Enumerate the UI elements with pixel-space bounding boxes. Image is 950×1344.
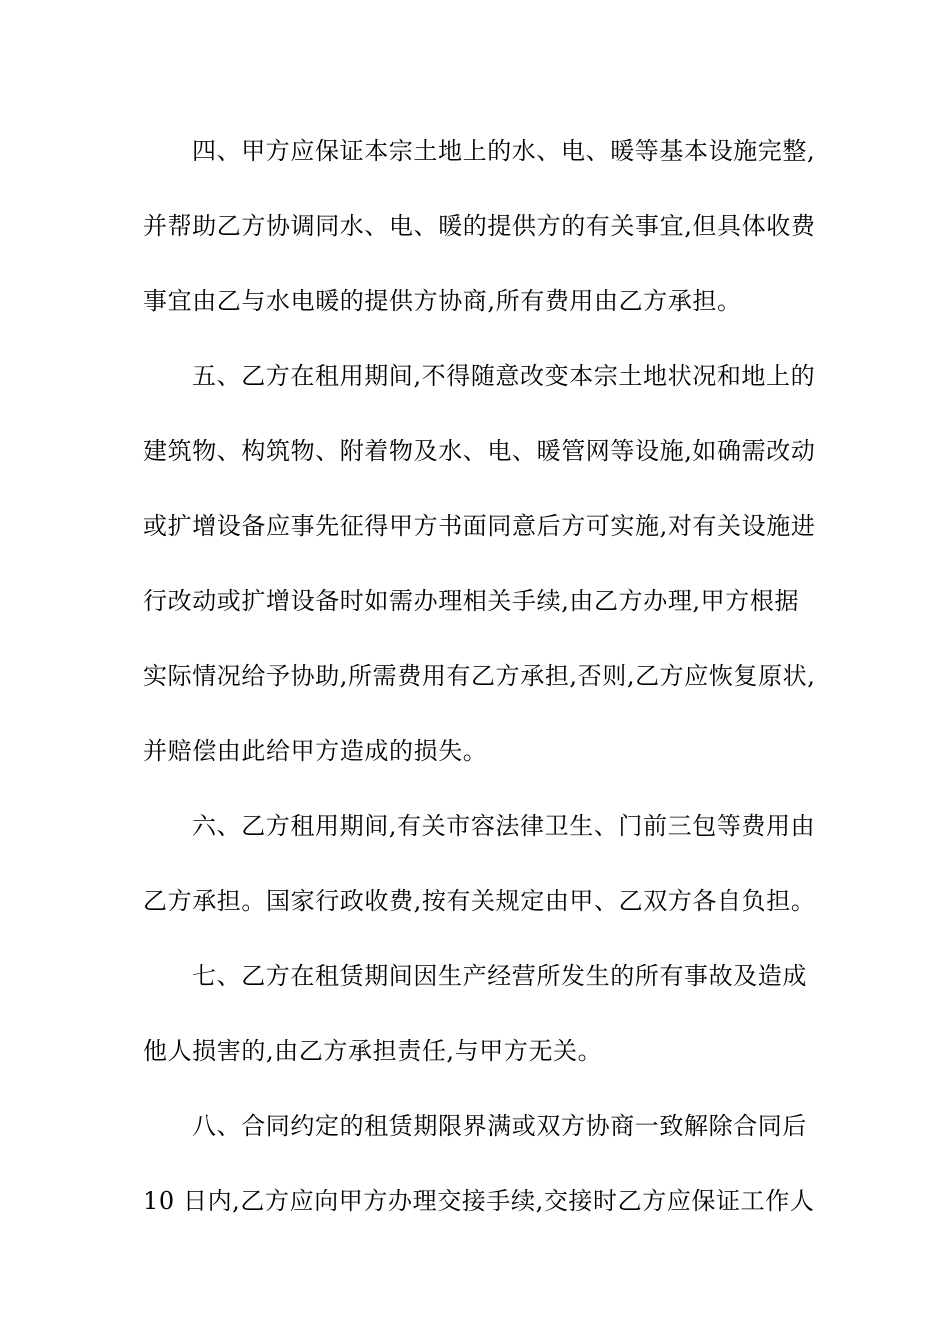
- clause-7-line-2: 他人损害的,由乙方承担责任,与甲方无关。: [143, 1037, 603, 1065]
- clause-4-line-1: 四、甲方应保证本宗土地上的水、电、暖等基本设施完整,: [192, 137, 816, 165]
- clause-6-line-2: 乙方承担。国家行政收费,按有关规定由甲、乙双方各自负担。: [143, 887, 816, 915]
- clause-7-line-1: 七、乙方在租赁期间因生产经营所发生的所有事故及造成: [192, 962, 807, 990]
- clause-5-line-6: 并赔偿由此给甲方造成的损失。: [143, 737, 488, 765]
- clause-5-line-1: 五、乙方在租用期间,不得随意改变本宗土地状况和地上的: [192, 362, 816, 390]
- clause-8-line-2: 10 日内,乙方应向甲方办理交接手续,交接时乙方应保证工作人: [143, 1187, 815, 1215]
- clause-6-line-1: 六、乙方租用期间,有关市容法律卫生、门前三包等费用由: [192, 812, 816, 840]
- clause-5-line-5: 实际情况给予协助,所需费用有乙方承担,否则,乙方应恢复原状,: [143, 662, 816, 690]
- clause-5-line-2: 建筑物、构筑物、附着物及水、电、暖管网等设施,如确需改动: [143, 437, 816, 465]
- clause-8-line-1: 八、合同约定的租赁期限界满或双方协商一致解除合同后: [192, 1112, 807, 1140]
- clause-5-line-3: 或扩增设备应事先征得甲方书面同意后方可实施,对有关设施进: [143, 512, 816, 540]
- clause-4-line-2: 并帮助乙方协调同水、电、暖的提供方的有关事宜,但具体收费: [143, 212, 816, 240]
- clause-4-line-3: 事宜由乙与水电暖的提供方协商,所有费用由乙方承担。: [143, 287, 742, 315]
- clause-5-line-4: 行改动或扩增设备时如需办理相关手续,由乙方办理,甲方根据: [143, 587, 800, 615]
